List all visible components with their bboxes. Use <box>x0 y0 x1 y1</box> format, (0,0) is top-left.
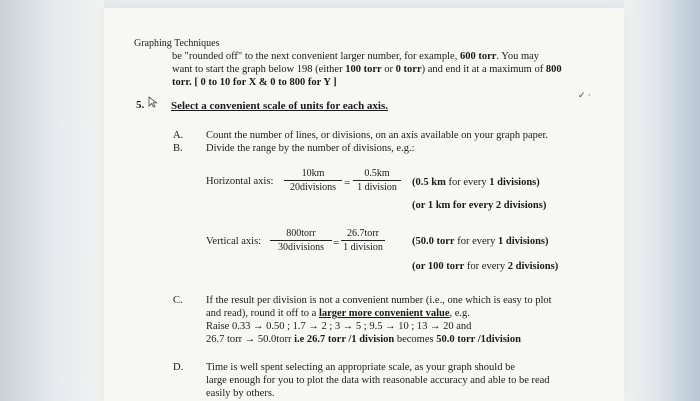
horizontal-equals: = <box>344 177 351 189</box>
horizontal-frac1-numerator: 10km <box>284 168 342 181</box>
pen-mark: ✓ · <box>578 90 591 100</box>
vertical-note-1: (50.0 torr for every 1 divisions) <box>412 236 549 247</box>
page-header: Graphing Techniques <box>134 38 220 49</box>
horizontal-fraction-1 <box>284 168 342 193</box>
intro-line-3: torr. [ 0 to 10 for X & 0 to 800 for Y ] <box>172 77 337 88</box>
horizontal-fraction-2 <box>353 168 401 193</box>
vertical-fraction-1 <box>270 228 332 253</box>
item-a-text: Count the number of lines, or divisions, on an axis available on your graph paper. <box>206 130 549 141</box>
vertical-frac1-numerator: 800torr <box>270 228 332 241</box>
item-5-number: 5. <box>136 99 145 111</box>
horizontal-frac2-denominator: 1 division <box>357 182 397 193</box>
item-5-heading: Select a convenient scale of units for each axis. <box>171 100 389 112</box>
item-c-line-3: Raise 0.33 → 0.50 ; 1.7 → 2 ; 3 → 5 ; 9.5 → 10 ; 13 → 20 and <box>206 321 472 332</box>
item-d-line-2: large enough for you to plot the data with reasonable accuracy and able to be read <box>206 375 550 386</box>
item-c-line-4: 26.7 torr → 50.0torr i.e 26.7 torr /1 division becomes 50.0 torr /1division <box>206 334 521 345</box>
vertical-frac2-numerator: 26.7torr <box>341 228 385 241</box>
horizontal-note-2: (or 1 km for every 2 divisions) <box>412 200 547 211</box>
mouse-cursor-icon <box>148 96 158 108</box>
item-d-label: D. <box>173 362 184 373</box>
horizontal-axis-label: Horizontal axis: <box>206 176 274 187</box>
intro-line-1: be "rounded off" to the next convenient larger number, for example, 600 torr. You may <box>172 51 540 62</box>
vertical-frac2-denominator: 1 division <box>343 242 383 253</box>
vertical-equals: = <box>333 237 340 249</box>
item-d-line-3: easily by others. <box>206 388 275 399</box>
vertical-note-2: (or 100 torr for every 2 divisions) <box>412 261 559 272</box>
background-right <box>624 0 700 401</box>
item-d-line-1: Time is well spent selecting an appropriate scale, as your graph should be <box>206 362 515 373</box>
horizontal-note-1: (0.5 km for every 1 divisions) <box>412 177 540 188</box>
item-c-label: C. <box>173 295 183 306</box>
vertical-fraction-2 <box>341 228 385 253</box>
background-left <box>0 0 104 401</box>
intro-line-2: want to start the graph below 198 (either 100 torr or 0 torr) and end it at a maximum of 800 <box>172 64 562 75</box>
item-c-line-2: and read), round it off to a larger more convenient value, e.g. <box>206 308 470 319</box>
item-b-text: Divide the range by the number of divisions, e.g.: <box>206 143 415 154</box>
item-b-label: B. <box>173 143 183 154</box>
vertical-frac1-denominator: 30divisions <box>277 242 325 253</box>
item-c-line-1: If the result per division is not a convenient number (i.e., one which is easy to plot <box>206 295 552 306</box>
vertical-axis-label: Vertical axis: <box>206 236 262 247</box>
horizontal-frac1-denominator: 20divisions <box>289 182 337 193</box>
item-a-label: A. <box>173 130 184 141</box>
horizontal-frac2-numerator: 0.5km <box>353 168 401 181</box>
